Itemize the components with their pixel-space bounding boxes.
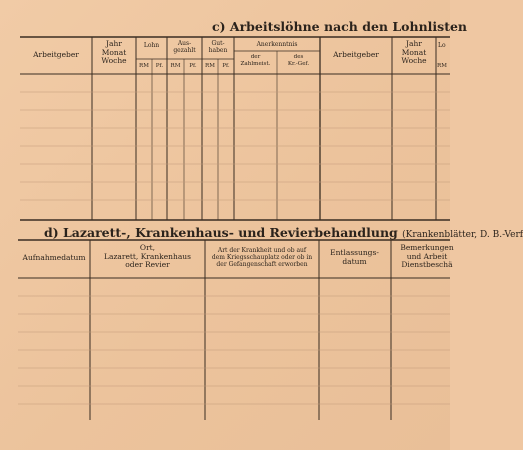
section-c-title: c) Arbeitslöhne nach den Lohnlisten (212, 19, 468, 34)
header-entlassungsdatum: Entlassungs- datum (330, 248, 379, 266)
header-der-zahlmeist: der Zahlmeist. (240, 54, 271, 67)
header-ausgezahlt-rm: RM (170, 63, 181, 69)
header-jahr-monat-woche: Jahr Monat Woche (101, 39, 127, 65)
header-arbeitgeber-2: Arbeitgeber (333, 50, 379, 59)
header-lohn-2-rm-partial: RM (437, 63, 447, 69)
header-anerkenntnis: Anerkenntnis (256, 41, 298, 48)
header-art-der-krankheit: Art der Krankheit und ob auf dem Kriegsschauplatz oder ob in der Gefangenschaft erworben (211, 247, 313, 268)
header-lohn-2-partial: Lo (438, 42, 446, 49)
header-guthaben-pf: Pf. (222, 63, 230, 69)
header-lohn-rm: RM (139, 63, 149, 69)
header-jahr-monat-woche-2: Jahr Monat Woche (401, 39, 427, 65)
header-des-kr-gef: des Kr.-Gef. (287, 54, 310, 67)
header-aufnahmedatum: Aufnahmedatum (22, 253, 86, 262)
header-bemerkungen: Bemerkungen und Arbeit Dienstbeschä (400, 243, 454, 269)
header-lohn: Lohn (143, 42, 160, 49)
header-guthaben-rm: RM (205, 63, 215, 69)
header-ausgezahlt: Aus- gezahlt (173, 40, 196, 54)
section-d-title-text: d) Lazarett-, Krankenhaus- und Revierbehandlung (44, 225, 398, 240)
header-lohn-pf: Pf. (155, 63, 164, 69)
header-ort-lazarett: Ort, Lazarett, Krankenhaus oder Revier (104, 243, 191, 269)
header-arbeitgeber: Arbeitgeber (33, 50, 79, 59)
section-d-note: (Krankenblätter, D. B.-Verf (402, 230, 523, 240)
header-guthaben: Gut- haben (208, 40, 228, 54)
header-ausgezahlt-pf: Pf. (189, 63, 197, 69)
